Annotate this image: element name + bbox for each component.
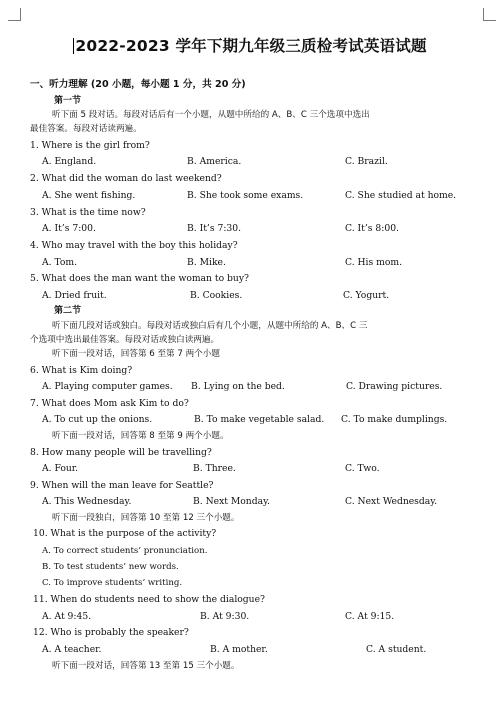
question-3: 3. What is the time now? <box>30 207 146 218</box>
q4-option-b: B. Mike. <box>187 257 226 268</box>
question-4: 4. Who may travel with the boy this holiday? <box>30 240 238 251</box>
q3-option-b: B. It’s 7:30. <box>187 223 242 234</box>
listen-instruction-6-7: 听下面一段对话，回答第 6 至第 7 两个小题 <box>52 349 220 359</box>
q8-option-a: A. Four. <box>42 463 79 474</box>
q12-option-c: C. A student. <box>366 644 427 655</box>
q12-option-b: B. A mother. <box>210 644 268 655</box>
q8-option-b: B. Three. <box>193 463 236 474</box>
q10-option-c: C. To improve students’ writing. <box>42 578 183 588</box>
q9-option-b: B. Next Monday. <box>193 496 270 507</box>
q4-option-a: A. Tom. <box>42 257 78 268</box>
q1-option-c: C. Brazil. <box>345 156 388 167</box>
q11-option-c: C. At 9:15. <box>345 611 395 622</box>
q12-option-a: A. A teacher. <box>42 644 102 655</box>
question-1: 1. Where is the girl from? <box>30 140 150 151</box>
exam-title <box>30 34 470 56</box>
q11-option-a: A. At 9:45. <box>42 611 92 622</box>
q7-option-b: B. To make vegetable salad. <box>194 414 325 425</box>
section1-label: 第一节 <box>54 96 82 106</box>
question-11: 11. When do students need to show the dialogue? <box>33 594 265 605</box>
question-10: 10. What is the purpose of the activity? <box>33 528 217 539</box>
q6-option-a: A. Playing computer games. <box>42 381 173 392</box>
q1-option-a: A. England. <box>42 156 97 167</box>
q3-option-c: C. It’s 8:00. <box>345 223 399 234</box>
q11-option-b: B. At 9:30. <box>200 611 250 622</box>
section2-label: 第二节 <box>54 306 82 316</box>
question-12: 12. Who is probably the speaker? <box>33 627 189 638</box>
q2-option-a: A. She went fishing. <box>42 190 136 201</box>
section2-instruction-1: 听下面几段对话或独白。每段对话或独白后有几个小题，从题中所给的 A、B、C 三 <box>52 321 368 331</box>
section1-instruction-1: 听下面 5 段对话。每段对话后有一个小题，从题中所给的 A、B、C 三个选项中选出 <box>52 110 370 120</box>
question-7: 7. What does Mom ask Kim to do? <box>30 398 189 409</box>
crop-mark-top-left <box>8 8 21 21</box>
q5-option-c: C. Yogurt. <box>343 290 390 301</box>
part1-heading: 一、听力理解 (20 小题，每小题 1 分，共 20 分) <box>30 79 246 90</box>
q3-option-a: A. It’s 7:00. <box>42 223 96 234</box>
exam-title-text: 2022-2023 学年下期九年级三质检考试英语试题 <box>75 37 427 55</box>
q5-option-a: A. Dried fruit. <box>42 290 107 301</box>
q1-option-b: B. America. <box>187 156 242 167</box>
q9-option-c: C. Next Wednesday. <box>345 496 438 507</box>
q2-option-c: C. She studied at home. <box>345 190 457 201</box>
q9-option-a: A. This Wednesday. <box>42 496 132 507</box>
question-2: 2. What did the woman do last weekend? <box>30 173 222 184</box>
q2-option-b: B. She took some exams. <box>187 190 304 201</box>
listen-instruction-8-9: 听下面一段对话，回答第 8 至第 9 两个小题。 <box>52 431 229 441</box>
section1-instruction-2: 最佳答案。每段对话读两遍。 <box>30 124 142 134</box>
q10-option-a: A. To correct students’ pronunciation. <box>42 546 208 556</box>
crop-mark-top-right <box>483 8 496 21</box>
q10-option-b: B. To test students’ new words. <box>42 562 179 572</box>
q6-option-b: B. Lying on the bed. <box>191 381 285 392</box>
q8-option-c: C. Two. <box>345 463 380 474</box>
section2-instruction-2: 个选项中选出最佳答案。每段对话或独白读两遍。 <box>30 335 220 345</box>
listen-instruction-13-15: 听下面一段对话，回答第 13 至第 15 三个小题。 <box>52 661 240 671</box>
q7-option-a: A. To cut up the onions. <box>42 414 153 425</box>
q6-option-c: C. Drawing pictures. <box>346 381 443 392</box>
question-9: 9. When will the man leave for Seattle? <box>30 480 214 491</box>
listen-instruction-10-12: 听下面一段独白，回答第 10 至第 12 三个小题。 <box>52 513 240 523</box>
question-6: 6. What is Kim doing? <box>30 365 133 376</box>
q4-option-c: C. His mom. <box>345 257 403 268</box>
question-8: 8. How many people will be travelling? <box>30 447 212 458</box>
q5-option-b: B. Cookies. <box>190 290 243 301</box>
question-5: 5. What does the man want the woman to buy? <box>30 273 249 284</box>
q7-option-c: C. To make dumplings. <box>341 414 448 425</box>
